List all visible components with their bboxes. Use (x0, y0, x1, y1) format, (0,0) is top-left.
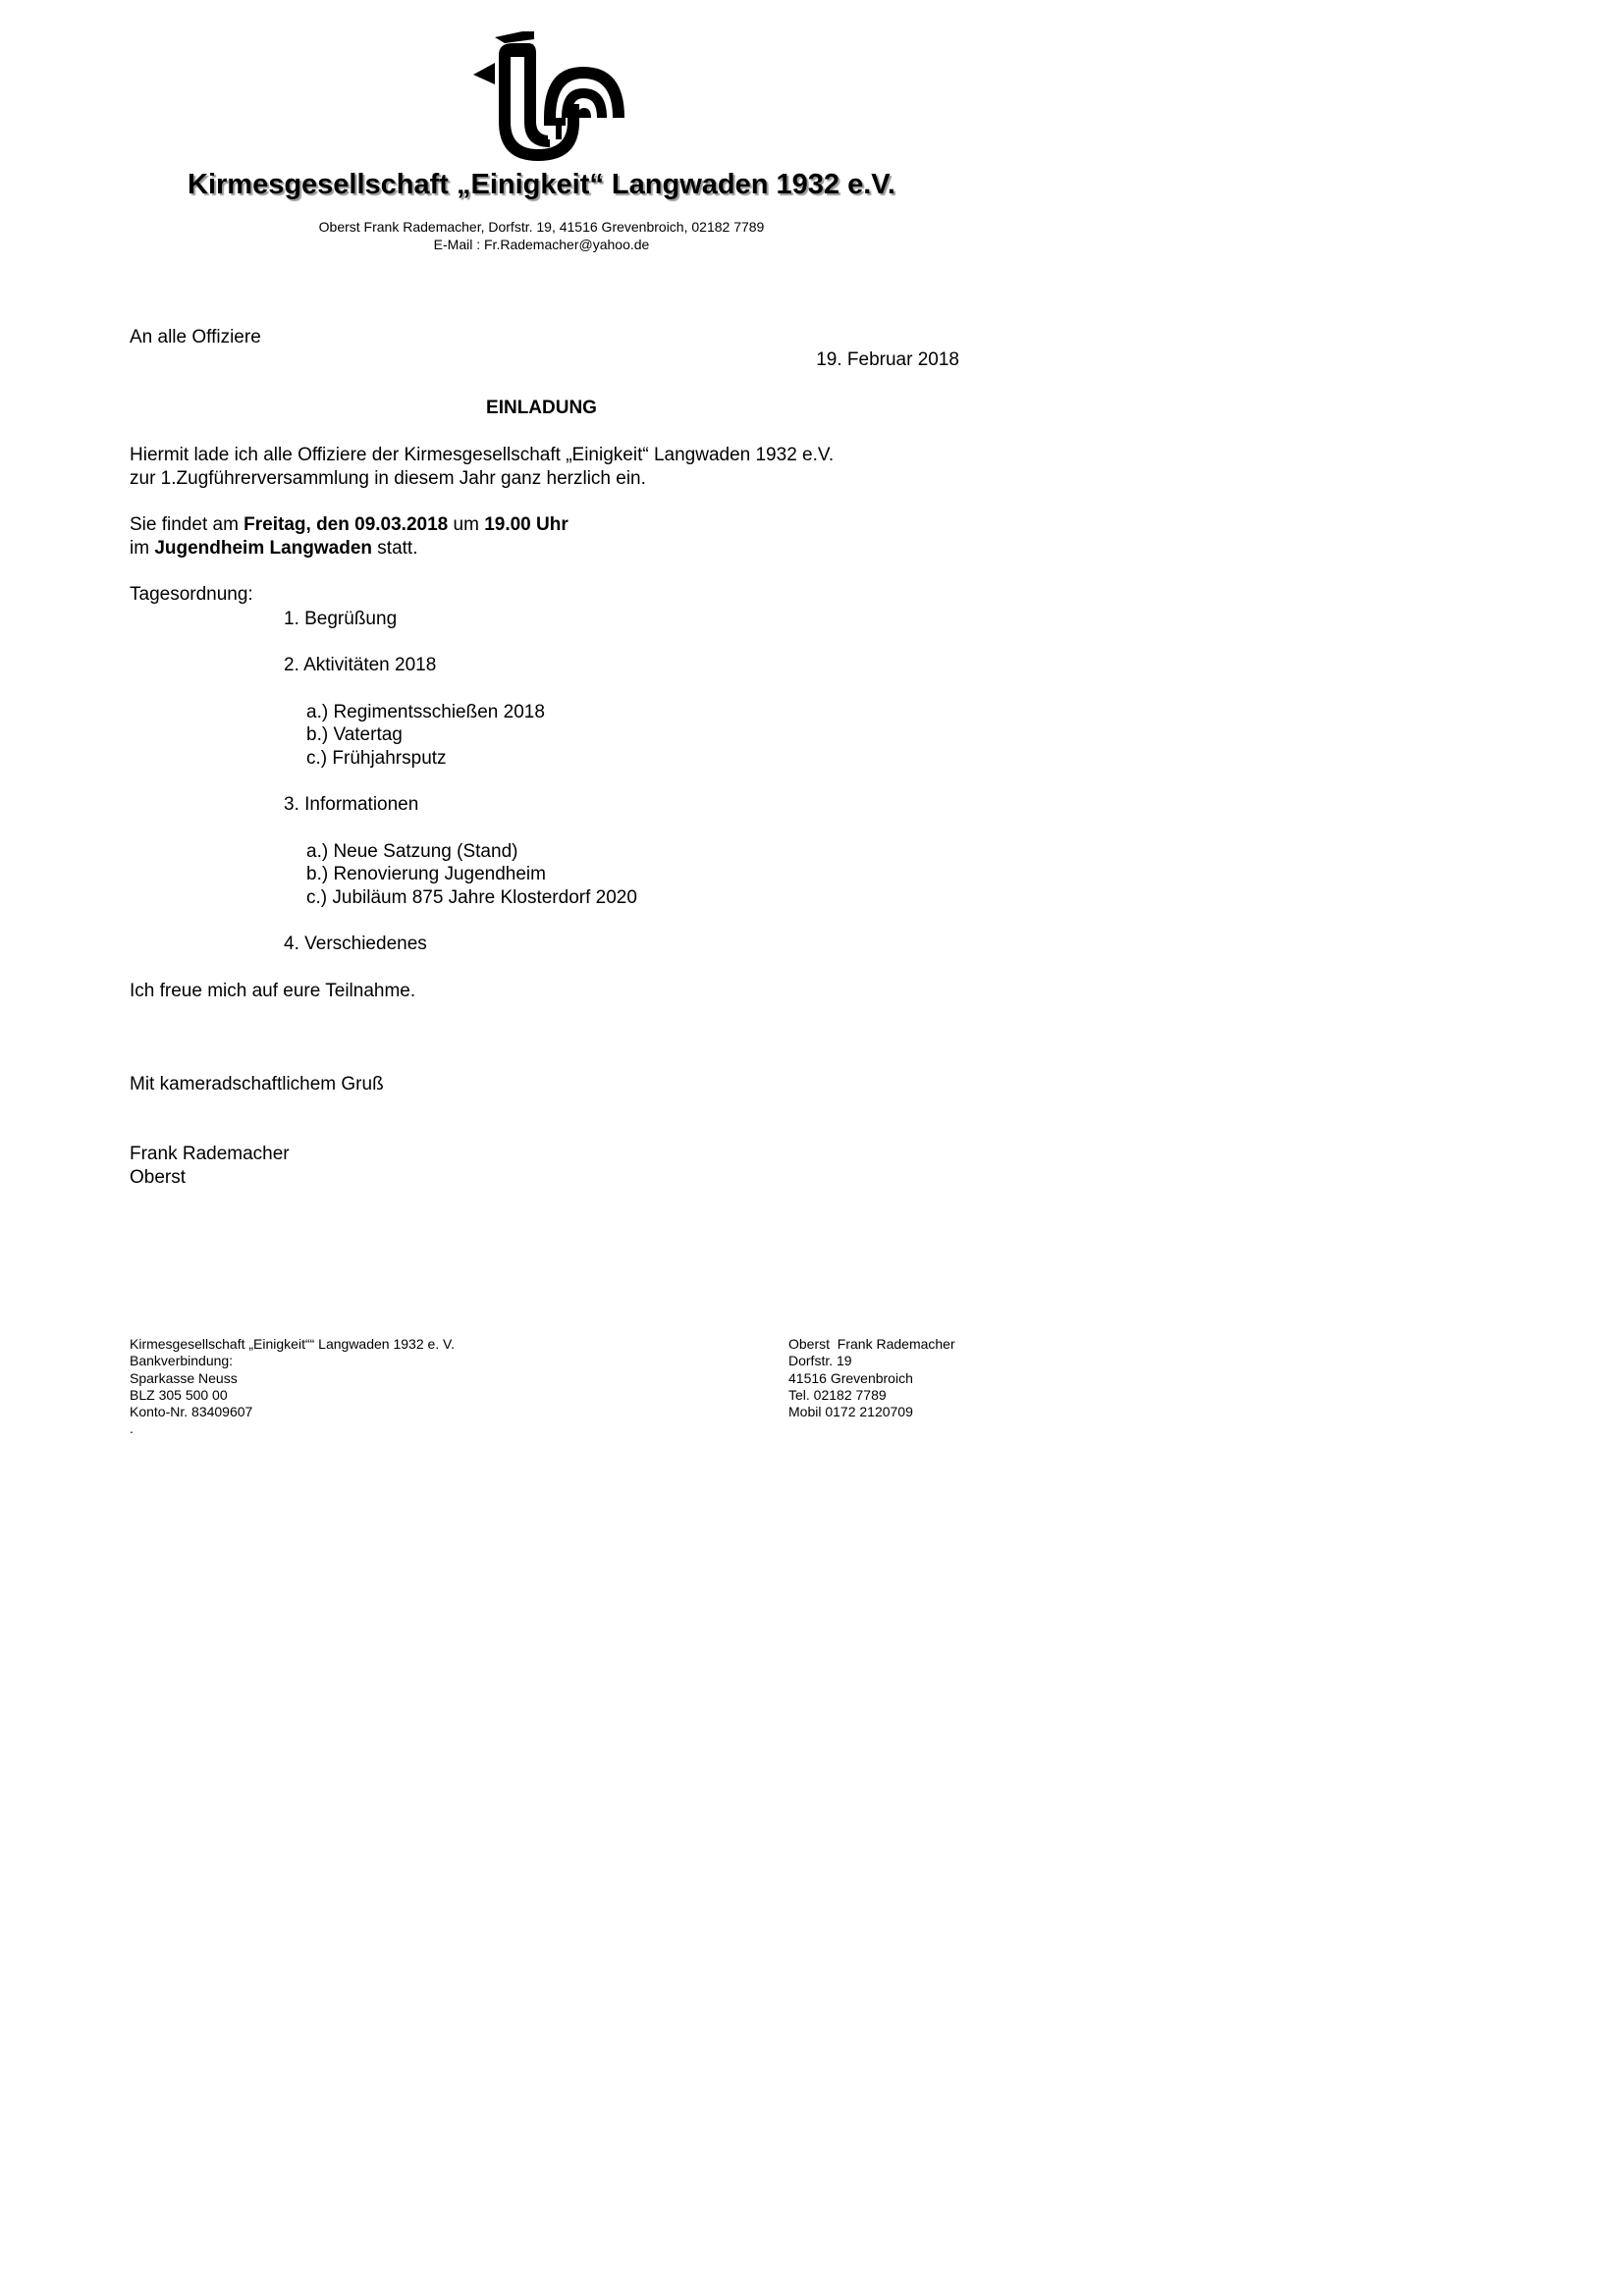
letter-heading: EINLADUNG (486, 398, 597, 418)
agenda-subitem: c.) Jubiläum 875 Jahre Klosterdorf 2020 (306, 887, 637, 908)
footer-line: Tel. 02182 7789 (788, 1386, 887, 1403)
greeting: Mit kameradschaftlichem Gruß (130, 1074, 384, 1095)
footer-line: Mobil 0172 2120709 (788, 1404, 913, 1420)
agenda-subitem: a.) Regimentsschießen 2018 (306, 702, 545, 722)
agenda-item: 3. Informationen (284, 794, 419, 815)
agenda-subitem: a.) Neue Satzung (Stand) (306, 841, 518, 862)
footer-line: Sparkasse Neuss (130, 1369, 238, 1386)
agenda-item: 1. Begrüßung (284, 609, 398, 629)
email-line: E-Mail : Fr.Rademacher@yahoo.de (433, 237, 650, 252)
agenda-subitem: b.) Vatertag (306, 724, 403, 745)
meeting-location-line: im Jugendheim Langwaden statt. (130, 538, 418, 559)
agenda-subitem: b.) Renovierung Jugendheim (306, 864, 546, 884)
contact-line: Oberst Frank Rademacher, Dorfstr. 19, 41516 Grevenbroich, 02182 7789 (318, 219, 765, 235)
footer-line: Bankverbindung: (130, 1353, 234, 1369)
meeting-location: Jugendheim Langwaden (154, 538, 373, 559)
meeting-time: 19.00 Uhr (484, 514, 568, 535)
footer-line: Kirmesgesellschaft „Einigkeit““ Langwaden 1932 e. V. (130, 1336, 456, 1352)
footer-line: BLZ 305 500 00 (130, 1386, 228, 1403)
recipient: An alle Offiziere (130, 327, 261, 347)
signature-title: Oberst (130, 1167, 187, 1188)
footer-line: . (130, 1420, 134, 1437)
intro-line-2: zur 1.Zugführerversammlung in diesem Jahr ganz herzlich ein. (130, 468, 646, 489)
agenda-subitem: c.) Frühjahrsputz (306, 748, 447, 769)
letter-date: 19. Februar 2018 (816, 349, 959, 370)
footer-bank-details (130, 1336, 455, 1438)
rooster-logo-icon (465, 27, 626, 163)
agenda-label: Tagesordnung: (130, 584, 253, 605)
footer-line: 41516 Grevenbroich (788, 1369, 913, 1386)
intro-line-1: Hiermit lade ich alle Offiziere der Kirmesgesellschaft „Einigkeit“ Langwaden 1932 e.V. (130, 445, 835, 465)
meeting-date: Freitag, den 09.03.2018 (244, 514, 449, 535)
agenda-item: 4. Verschiedenes (284, 934, 427, 954)
footer-contact-details (788, 1336, 955, 1420)
organization-title: Kirmesgesellschaft „Einigkeit“ Langwaden 1932 e.V. (188, 169, 895, 200)
footer-line: Dorfstr. 19 (788, 1353, 852, 1369)
closing-sentence: Ich freue mich auf eure Teilnahme. (130, 981, 416, 1001)
footer-line: Oberst Frank Rademacher (788, 1336, 955, 1352)
signature-name: Frank Rademacher (130, 1144, 290, 1164)
agenda-item: 2. Aktivitäten 2018 (284, 655, 437, 675)
meeting-date-line: Sie findet am Freitag, den 09.03.2018 um 19.00 Uhr (130, 514, 568, 535)
footer-line: Konto-Nr. 83409607 (130, 1404, 253, 1420)
